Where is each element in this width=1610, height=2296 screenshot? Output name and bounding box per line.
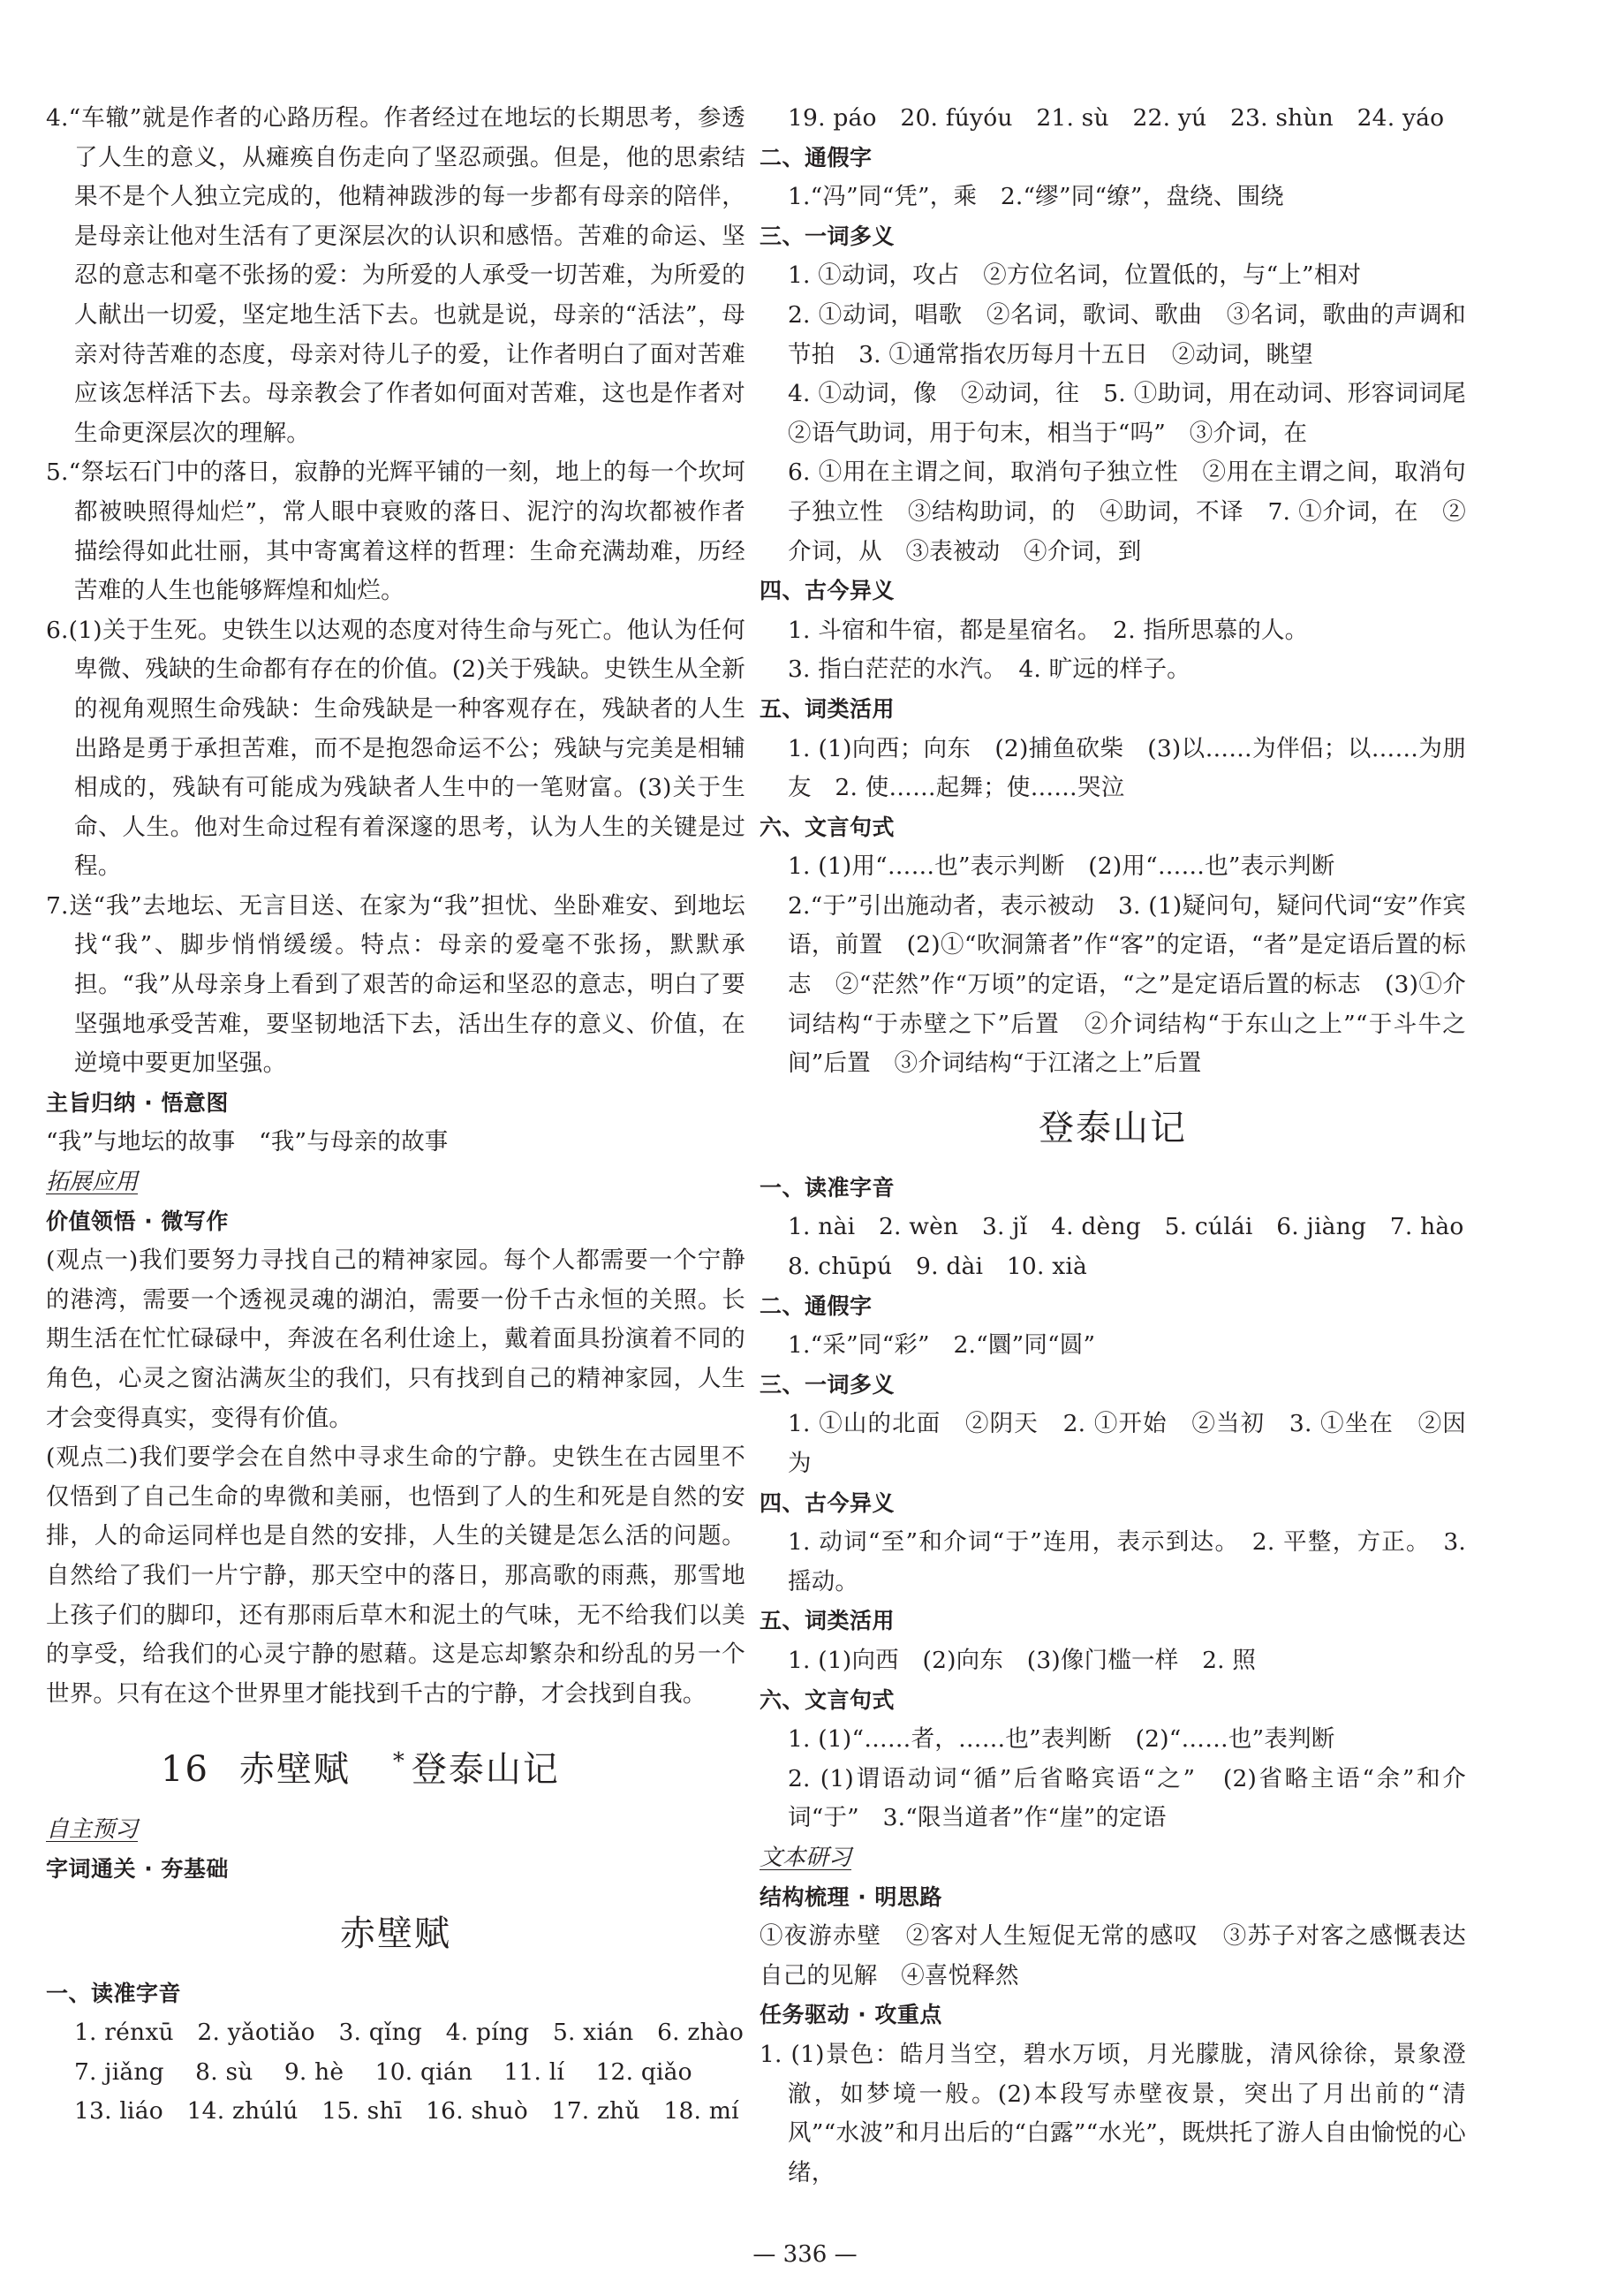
tab-extend-heading: 拓展应用 [46,1169,139,1196]
pinyin-line-1: 1. rénxū 2. yǎotiǎo 3. qǐng 4. píng 5. xián 6. zhào [74,2019,744,2047]
ts-polysemy-1: 1. ①山的北面 ②阴天 2. ①开始 ②当初 3. ①坐在 ②因为 [788,1410,1466,1477]
section-read-heading: 一、读准字音 [46,1980,182,2006]
answer-4: 4.“车辙”就是作者的心路历程。作者经过在地坛的长期思考，参透了人生的意义，从瘫痪自伤走向了坚忍顽强。但是，他的思索结果不是个人独立完成的，他精神跋涉的每一步都有母亲的陪伴，是母亲让他对生活有了更深层次的认识和感悟。苦难的命运、坚忍的意志和毫不张扬的爱：为所爱的人承受一切苦难，为所爱的人献出一切爱，坚定地生活下去。也就是说，母亲的“活法”，母亲对待苦难的态度，母亲对待儿子的爱，让作者明白了面对苦难应该怎样活下去。母亲教会了作者如何面对苦难，这也是作者对生命更深层次的理解。 [46,104,745,447]
ts-ancient-modern-1: 1. 动词“至”和介词“于”连用，表示到达。 2. 平整，方正。 3. 摇动。 [788,1528,1466,1595]
right-column [760,99,1490,2193]
sentence-2: 2.“于”引出施动者，表示被动 3. (1)疑问句，疑问代词“安”作宾语，前置 (2)①“吹洞箫者”作“客”的定语，“者”是定语后置的标志 ②“茫然”作“万顷”的定语，“之”是定语后置的标志 (3)①介词结构“于赤壁之下”后置 ②介词结构“于东山之上”“于斗牛之间”后置 ③介词结构“于江渚之上”后置 [788,891,1466,1078]
ts-section-word-class-heading: 五、词类活用 [760,1608,896,1634]
section-task-heading: 任务驱动 · 攻重点 [760,2002,942,2028]
section-value-heading: 价值领悟 · 微写作 [46,1208,229,1234]
section-tongjia-heading: 二、通假字 [760,144,873,170]
word-class-1: 1. (1)向西；向东 (2)捕鱼砍柴 (3)以……为伴侣；以……为朋友 2. 使……起舞；使……哭泣 [788,734,1466,802]
ts-section-tongjia-heading: 二、通假字 [760,1292,873,1319]
section-word-class-heading: 五、词类活用 [760,695,896,722]
chapter-title [46,1721,745,1810]
pinyin-line-3: 13. liáo 14. zhúlú 15. shī 16. shuò 17. zhǔ 18. mí [74,2097,739,2126]
answer-5: 5.“祭坛石门中的落日，寂静的光辉平铺的一刻，地上的每一个坎坷都被映照得灿烂”，常人眼中衰败的落日、泥泞的沟坎都被作者描绘得如此壮丽，其中寄寓着这样的哲理：生命充满劫难，历经苦难的人生也能够辉煌和灿烂。 [46,458,745,605]
theme-text: “我”与地坛的故事 “我”与母亲的故事 [46,1128,449,1156]
chapter-title-1: 赤壁赋 [238,1749,351,1791]
task-answer-1: 1. (1)景色：皓月当空，碧水万顷，月光朦胧，清风徐徐，景象澄澈，如梦境一般。(2)本段写赤壁夜景，突出了月出前的“清风”“水波”和月出后的“白露”“水光”，既烘托了游人自由愉悦的心绪， [760,2040,1466,2186]
section-polysemy-heading: 三、一词多义 [760,223,896,249]
structure-text: ①夜游赤壁 ②客对人生短促无常的感叹 ③苏子对客之感慨表达自己的见解 ④喜悦释然 [760,1922,1466,1989]
section-ancient-modern-heading: 四、古今异义 [760,578,896,604]
pinyin-line-4: 19. páo 20. fúyóu 21. sù 22. yú 23. shùn 24. yáo [788,104,1445,132]
polysemy-2: 2. ①动词，唱歌 ②名词，歌词、歌曲 ③名词，歌曲的声调和节拍 3. ①通常指农历每月十五日 ②动词，眺望 [788,300,1466,368]
section-theme-heading: 主旨归纳 · 悟意图 [46,1089,229,1116]
section-words-heading: 字词通关 · 夯基础 [46,1855,229,1882]
tongjia-1: 1.“冯”同“凭”，乘 2.“缪”同“缭”，盘绕、围绕 [788,183,1284,211]
ts-sentence-1: 1. (1)“……者，……也”表判断 (2)“……也”表判断 [788,1725,1335,1754]
ts-section-sentence-heading: 六、文言句式 [760,1686,896,1713]
viewpoint-1: (观点一)我们要努力寻找自己的精神家园。每个人都需要一个宁静的港湾，需要一个透视灵魂的湖泊，需要一份千古永恒的关照。长期生活在忙忙碌碌中，奔波在名利仕途上，戴着面具扮演着不同的角色，心灵之窗沾满灰尘的我们，只有找到自己的精神家园，人生才会变得真实，变得有价值。 [46,1247,745,1432]
chapter-title-2: 登泰山记 [411,1749,560,1791]
left-column [46,99,745,2132]
tab-study-heading: 文本研习 [760,1844,852,1871]
polysemy-3: 4. ①动词，像 ②动词，往 5. ①助词，用在动词、形容词词尾 ②语气助词，用于句末，相当于“吗” ③介词，在 [788,380,1490,447]
answer-7: 7.送“我”去地坛、无言目送、在家为“我”担忧、坐卧难安、到地坛找“我”、脚步悄悄缓缓。特点：母亲的爱毫不张扬，默默承担。“我”从母亲身上看到了艰苦的命运和坚忍的意志，明白了要坚强地承受苦难，要坚韧地活下去，活出生存的意义、价值，在逆境中要更加坚强。 [46,891,745,1078]
page-number: — 336 — [752,2241,858,2268]
ts-section-polysemy-heading: 三、一词多义 [760,1371,896,1398]
answer-6: 6.(1)关于生死。史铁生以达观的态度对待生命与死亡。他认为任何卑微、残缺的生命都有存在的价值。(2)关于残缺。史铁生从全新的视角观照生命残缺：生命残缺是一种客观存在，残缺者的人生出路是勇于承担苦难，而不是抱怨命运不公；残缺与完美是相辅相成的，残缺有可能成为残缺者人生中的一笔财富。(3)关于生命、人生。他对生命过程有着深邃的思考，认为人生的关键是过程。 [46,616,745,881]
title-taishan: 登泰山记 [1039,1107,1187,1148]
viewpoint-2: (观点二)我们要学会在自然中寻求生命的宁静。史铁生在古园里不仅悟到了自己生命的卑微和美丽，也悟到了人的生和死是自然的安排，人的命运同样也是自然的安排，人生的关键是怎么活的问题。自然给了我们一片宁静，那天空中的落日，那高歌的雨燕，那雪地上孩子们的脚印，还有那雨后草木和泥土的气味，无不给我们以美的享受，给我们的心灵宁静的慰藉。这是忘却繁杂和纷乱的另一个世界。只有在这个世界里才能找到千古的宁静，才会找到自我。 [46,1444,745,1708]
polysemy-4: 6. ①用在主谓之间，取消句子独立性 ②用在主谓之间，取消句子独立性 ③结构助词，的 ④助词，不译 7. ①介词，在 ②介词，从 ③表被动 ④介词，到 [788,458,1466,565]
ts-pinyin-1: 1. nài 2. wèn 3. jǐ 4. dèng 5. cúlái 6. jiàng 7. hào [788,1213,1464,1241]
ts-section-read-heading: 一、读准字音 [760,1174,896,1201]
polysemy-1: 1. ①动词，攻占 ②方位名词，位置低的，与“上”相对 [788,261,1362,290]
ts-section-ancient-modern-heading: 四、古今异义 [760,1489,896,1516]
title-chibi: 赤壁赋 [340,1913,451,1954]
chapter-star-mark: * [392,1748,406,1776]
ts-pinyin-2: 8. chūpú 9. dài 10. xià [788,1253,1088,1281]
ts-tongjia-1: 1.“采”同“彩” 2.“圜”同“圆” [788,1331,1096,1360]
tab-preview-heading: 自主预习 [46,1816,139,1844]
sentence-1: 1. (1)用“……也”表示判断 (2)用“……也”表示判断 [788,852,1335,881]
ancient-modern-2: 3. 指白茫茫的水汽。 4. 旷远的样子。 [788,655,1190,684]
pinyin-line-2: 7. jiǎng 8. sù 9. hè 10. qián 11. lí 12. qiǎo [74,2057,692,2086]
section-sentence-heading: 六、文言句式 [760,814,896,840]
section-structure-heading: 结构梳理 · 明思路 [760,1883,942,1910]
ts-word-class-1: 1. (1)向西 (2)向东 (3)像门槛一样 2. 照 [788,1646,1257,1674]
ancient-modern-1: 1. 斗宿和牛宿，都是星宿名。 2. 指所思慕的人。 [788,616,1309,644]
ts-sentence-2: 2. (1)谓语动词“循”后省略宾语“之” (2)省略主语“余”和介词“于” 3.“限当道者”作“崖”的定语 [788,1764,1466,1832]
chapter-number: 16 [161,1749,209,1791]
